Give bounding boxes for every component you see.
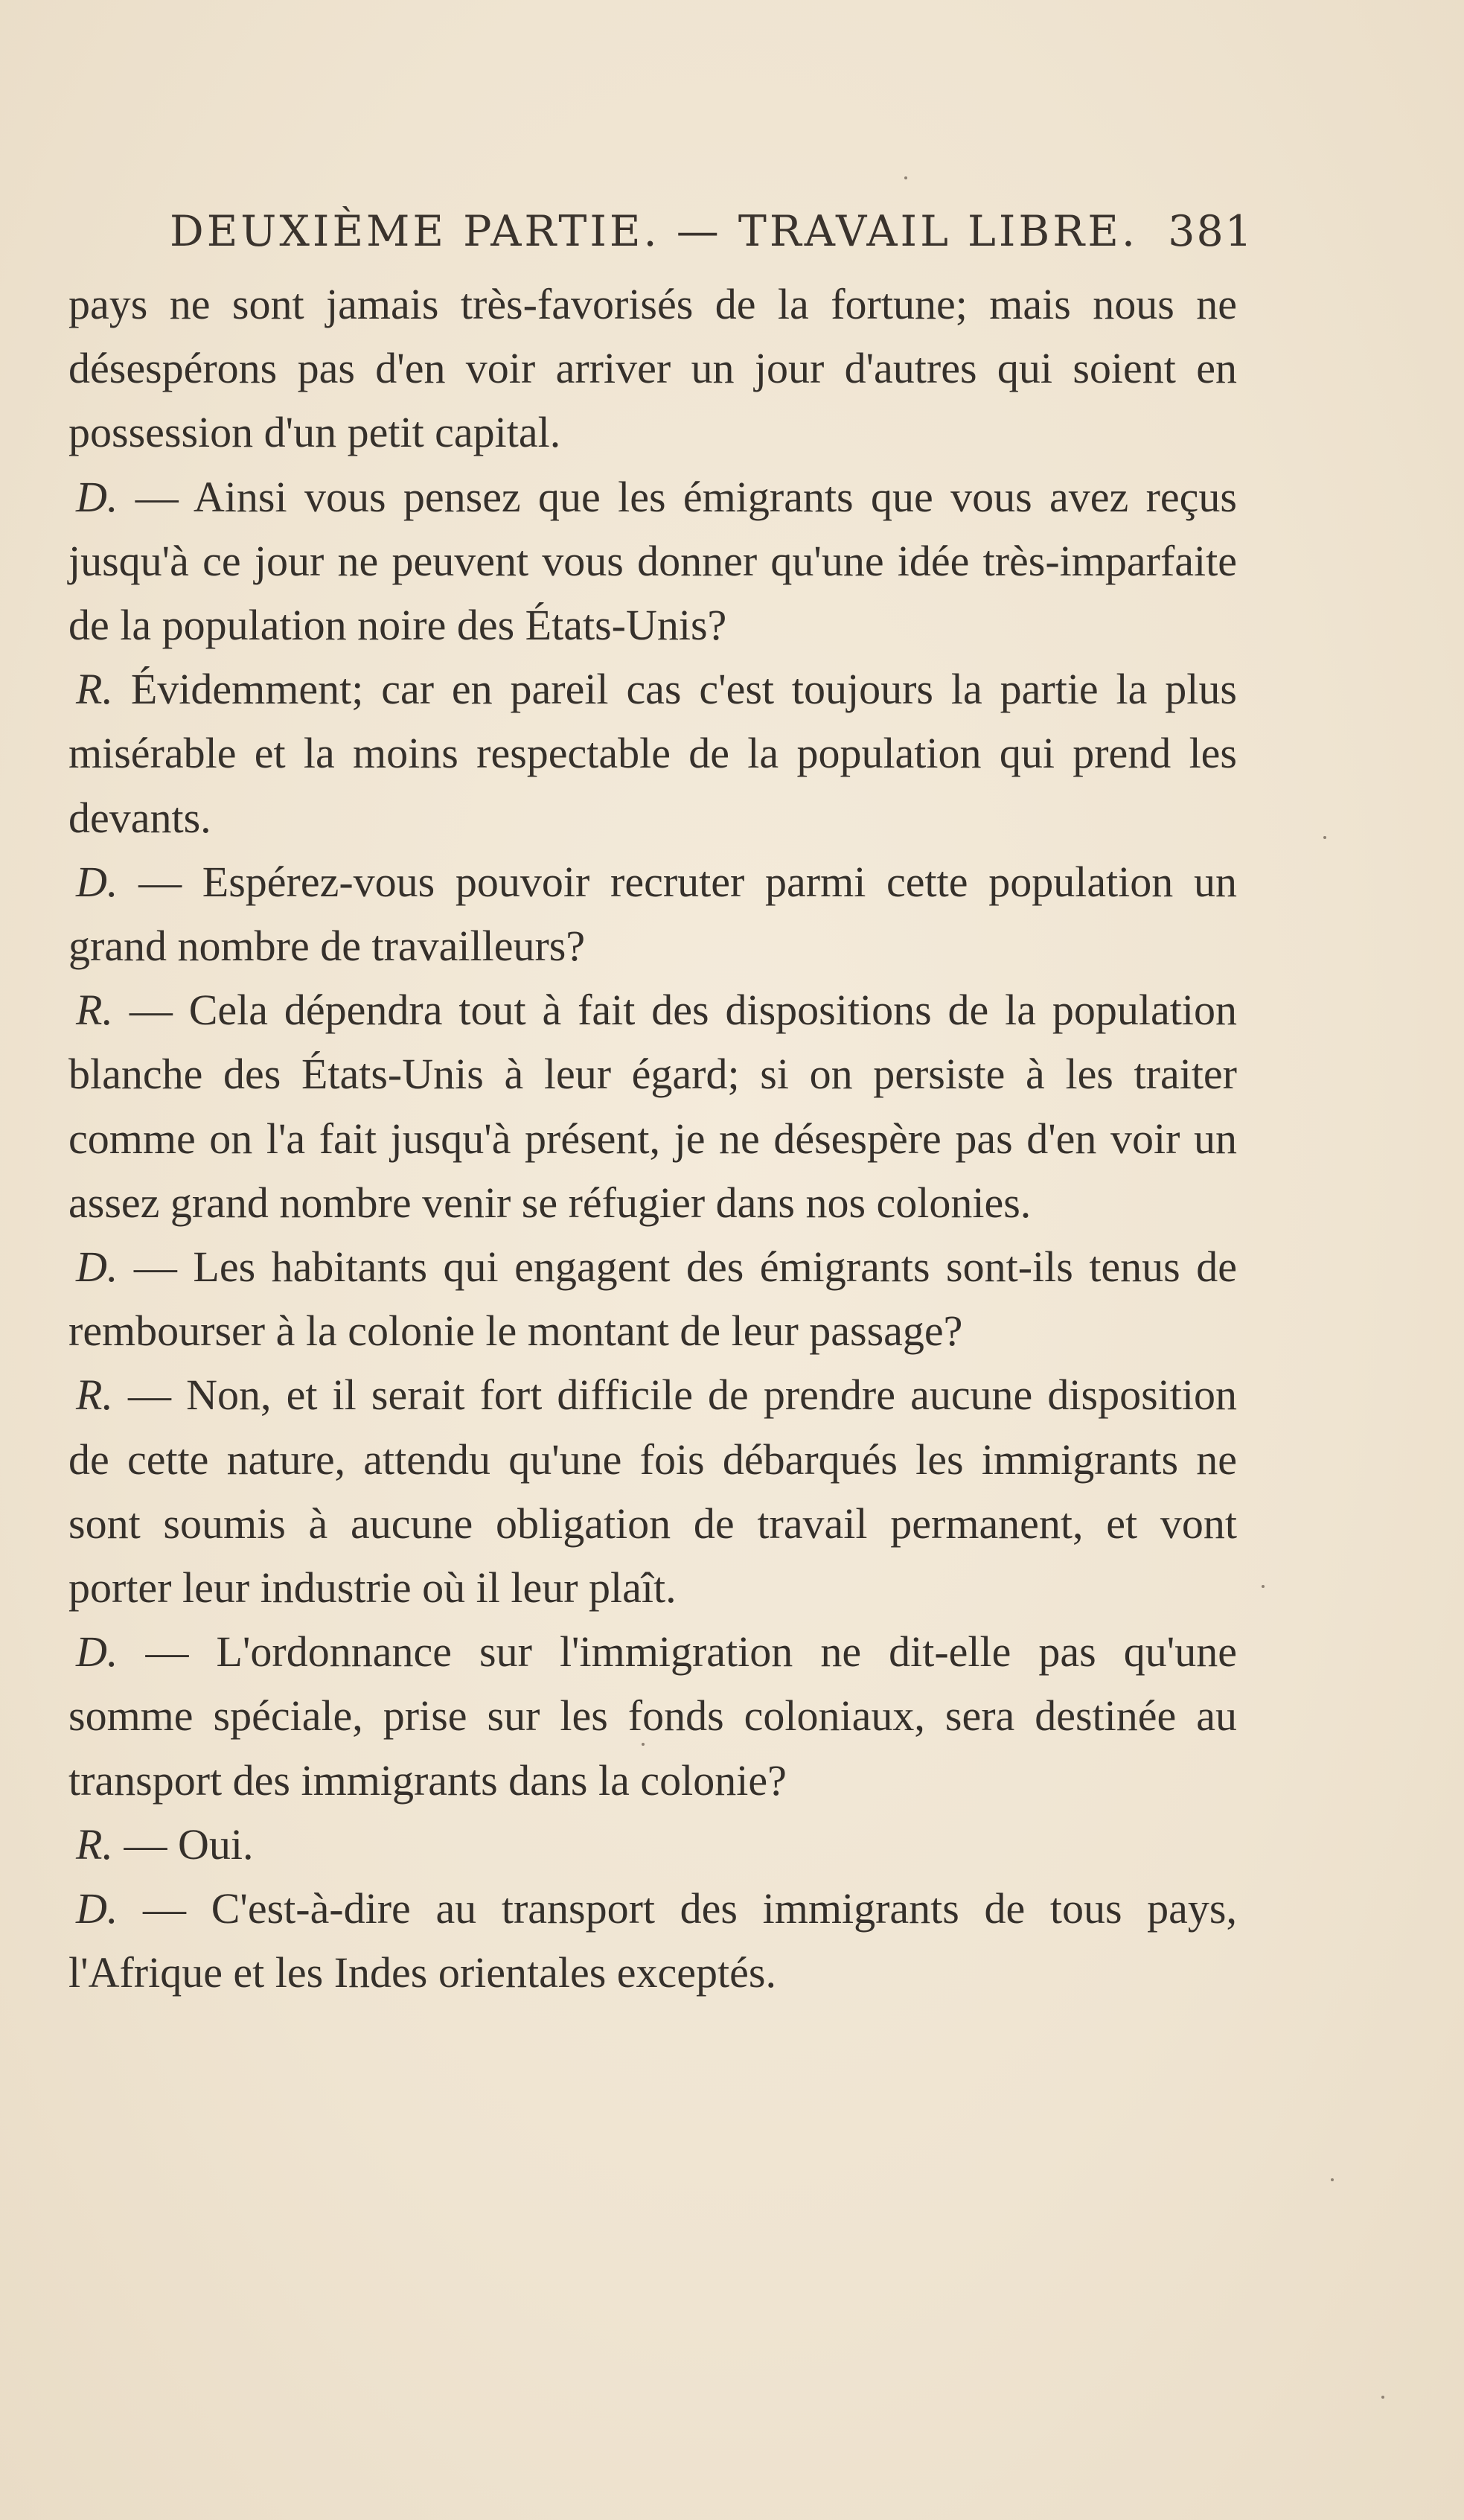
speaker-dash: — — [118, 857, 202, 906]
paragraph — [68, 1620, 1237, 1813]
paragraph-text: Non, et il serait fort difficile de prendre aucune disposition de cette nature, attendu qu'une fois débarqués les immigrants ne sont soumis à aucune obligation de travail permanent, et vont porter leur industrie où il leur plaît. — [68, 1371, 1237, 1613]
paragraph-text: Évidemment; car en pareil cas c'est toujours la partie la plus misérable et la moins respectable de la population qui prend les devants. — [68, 665, 1237, 842]
paper-speck — [904, 176, 907, 179]
speaker-dash: — — [118, 1627, 217, 1677]
speaker-dash: — — [118, 1884, 211, 1933]
paragraph — [68, 1363, 1237, 1620]
page-header — [170, 207, 1253, 274]
page-number: 381 — [1168, 207, 1253, 256]
paragraph — [68, 657, 1237, 850]
paragraph-text: pays ne sont jamais très-favorisés de la fortune; mais nous ne désespérons pas d'en voir arriver un jour d'autres qui soient en possession d'un petit capital. — [68, 280, 1237, 457]
speaker-dash: — — [112, 1371, 187, 1420]
paragraph — [68, 465, 1237, 658]
speaker-dash: — — [112, 986, 189, 1035]
paragraph-text: Espérez-vous pouvoir recruter parmi cette population un grand nombre de travailleurs? — [68, 857, 1237, 971]
speaker-dash: — — [112, 1819, 178, 1869]
speaker-label: R. — [76, 1819, 113, 1869]
speaker-label: D. — [76, 1243, 118, 1292]
speaker-label: D. — [76, 472, 118, 521]
paragraph-text: L'ordonnance sur l'immigration ne dit-elle pas qu'une somme spéciale, prise sur les fonds coloniaux, sera destinée au transport des immigrants dans la colonie? — [68, 1627, 1238, 1805]
speaker-label: D. — [76, 1884, 118, 1933]
body-text — [68, 272, 1237, 2005]
speaker-label: R. — [76, 1371, 113, 1420]
paragraph-text: Cela dépendra tout à fait des dispositions de la population blanche des États-Unis à leur égard; si on persiste à les traiter comme on l'a fait jusqu'à présent, je ne désespère pas d'en voir un assez grand nombre venir se réfugier dans nos colonies. — [68, 986, 1237, 1227]
running-head: DEUXIÈME PARTIE. — TRAVAIL LIBRE. — [170, 207, 1138, 256]
paper-speck — [1331, 2178, 1334, 2181]
paragraph — [68, 1235, 1237, 1363]
speaker-label: D. — [76, 1627, 118, 1677]
paper-speck — [1381, 2396, 1384, 2399]
paragraph-text: Oui. — [177, 1819, 254, 1869]
paragraph — [68, 1877, 1237, 2005]
speaker-dash: — — [118, 472, 194, 521]
speaker-dash — [113, 665, 131, 713]
paragraph — [68, 1813, 1237, 1877]
paragraph — [68, 978, 1237, 1235]
paper-speck — [1323, 836, 1326, 839]
paragraph-text: Les habitants qui engagent des émigrants sont-ils tenus de rembourser à la colonie le montant de leur passage? — [68, 1243, 1237, 1356]
paragraph-text: Ainsi vous pensez que les émigrants que vous avez reçus jusqu'à ce jour ne peuvent vous donner qu'une idée très-imparfaite de la population noire des États-Unis? — [68, 472, 1237, 650]
paragraph — [68, 272, 1237, 465]
speaker-dash: — — [118, 1243, 194, 1292]
paragraph — [68, 850, 1237, 978]
speaker-label: R. — [76, 665, 113, 714]
speaker-label: R. — [76, 986, 113, 1035]
paper-speck — [642, 1743, 645, 1746]
speaker-label: D. — [76, 857, 118, 906]
paragraph-text: C'est-à-dire au transport des immigrants de tous pays, l'Afrique et les Indes orientales exceptés. — [68, 1884, 1238, 1997]
paper-speck — [1262, 1585, 1265, 1588]
